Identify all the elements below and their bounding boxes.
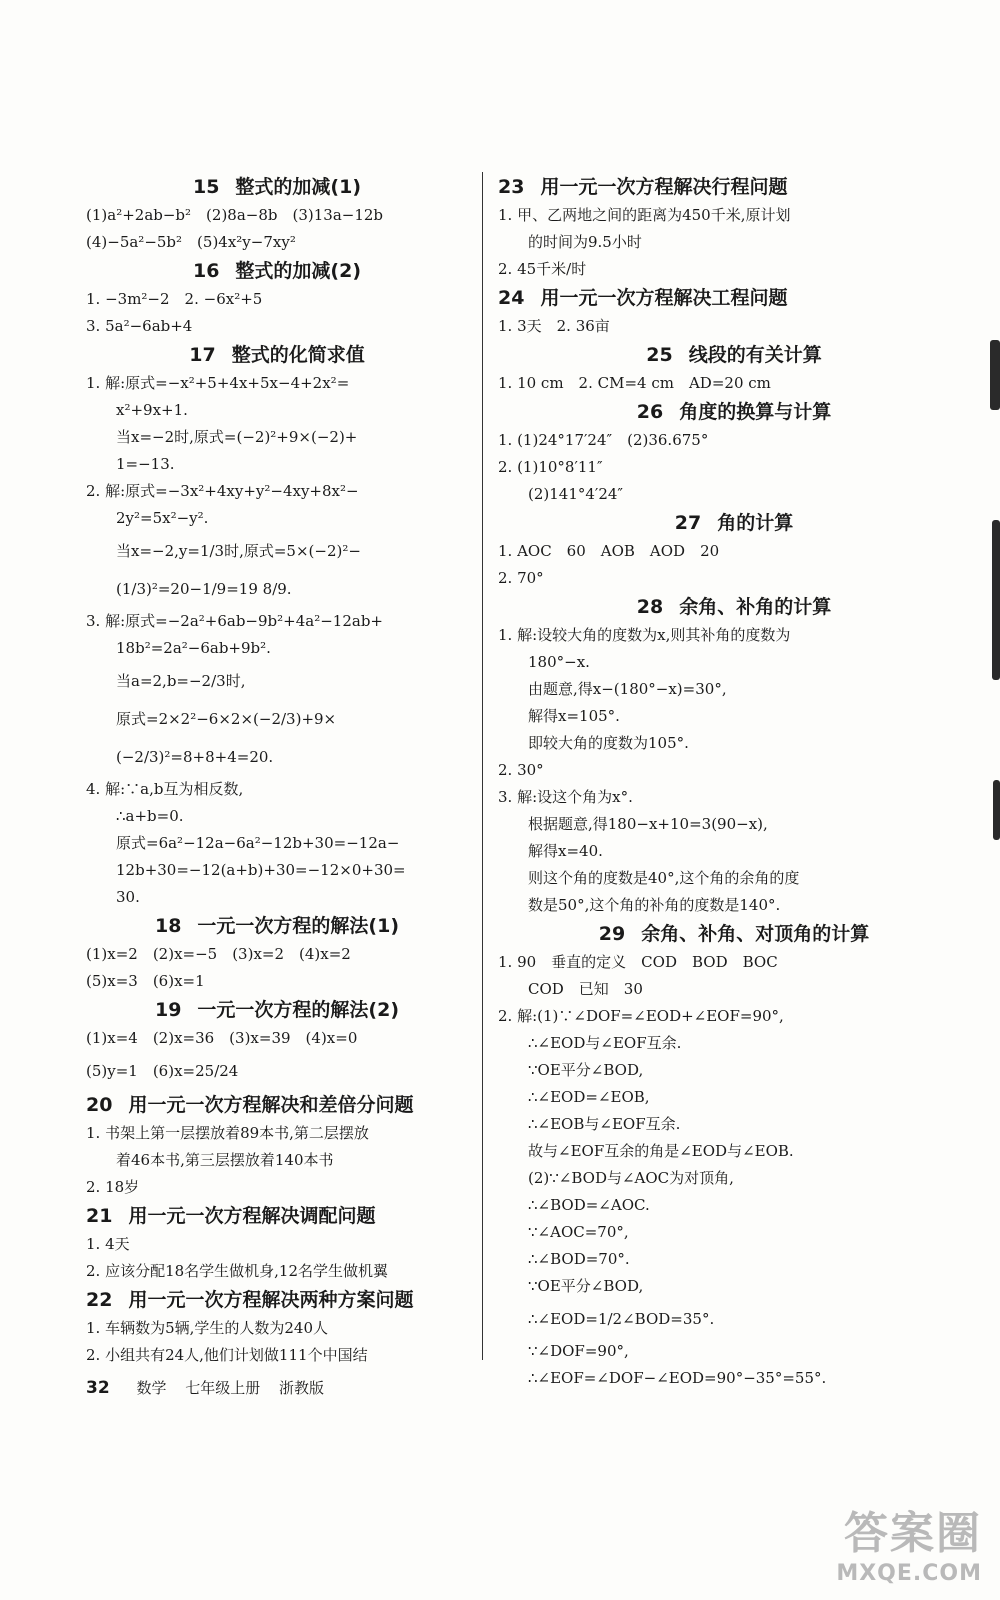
answer-line: 1. 4天 (86, 1235, 130, 1253)
answer-line: (1/3)²=20−1/9=19 8/9. (116, 580, 292, 598)
answer-line: 1. 车辆数为5辆,学生的人数为240人 (86, 1319, 329, 1337)
section-number: 28 (636, 596, 664, 618)
answer-line: 原式=2×2²−6×2×(−2/3)+9× (116, 710, 337, 728)
section-title (86, 256, 468, 286)
section-number: 26 (636, 401, 664, 423)
answer-section (498, 172, 970, 283)
section-number: 20 (86, 1094, 113, 1116)
watermark-line1: 答案圈 (844, 1508, 982, 1559)
answer-line: ∵∠DOF=90°, (528, 1342, 629, 1360)
answer-section (86, 1285, 468, 1369)
answer-section (498, 340, 970, 397)
answer-line: x²+9x+1. (116, 401, 188, 419)
answer-section (498, 592, 970, 919)
answer-line: ∴∠EOB与∠EOF互余. (528, 1115, 681, 1133)
section-number: 21 (86, 1205, 113, 1227)
answer-line: 3. 5a²−6ab+4 (86, 317, 193, 335)
answer-section (86, 172, 468, 256)
section-title-text: 线段的有关计算 (688, 344, 822, 366)
section-number: 23 (498, 176, 525, 198)
answer-line: 解得x=105°. (528, 707, 620, 725)
section-title-text: 角的计算 (717, 512, 794, 534)
answer-line: 2y²=5x²−y². (116, 509, 209, 527)
answer-line: 的时间为9.5小时 (528, 233, 642, 251)
answer-line: 1. 解:设较大角的度数为x,则其补角的度数为 (498, 626, 791, 644)
answer-line: ∴∠EOF=∠DOF−∠EOD=90°−35°=55°. (528, 1369, 827, 1387)
answer-section (86, 256, 468, 340)
section-title (498, 592, 970, 622)
section-title-text: 角度的换算与计算 (679, 401, 832, 423)
section-number: 16 (192, 260, 220, 282)
answer-line: ∴a+b=0. (116, 807, 184, 825)
footer-grade: 七年级上册 (185, 1379, 261, 1397)
answer-line: 着46本书,第三层摆放着140本书 (116, 1151, 334, 1169)
answer-line: (1)x=2 (2)x=−5 (3)x=2 (4)x=2 (86, 945, 351, 963)
scan-edge-mark (993, 780, 1000, 840)
section-title (498, 508, 970, 538)
answer-line: 2. 小组共有24人,他们计划做111个中国结 (86, 1346, 368, 1364)
section-title-text: 一元一次方程的解法(2) (197, 999, 400, 1021)
answer-line: 1. 3天 2. 36亩 (498, 317, 610, 335)
section-number: 17 (189, 344, 216, 366)
answer-line: 则这个角的度数是40°,这个角的余角的度 (528, 869, 800, 887)
scan-edge-mark (992, 520, 1000, 680)
answer-line: ∴∠BOD=70°. (528, 1250, 630, 1268)
answer-line: 180°−x. (528, 653, 590, 671)
answer-line: ∵∠AOC=70°, (528, 1223, 629, 1241)
answer-line: (2)141°4′24″ (528, 485, 624, 503)
section-title (498, 283, 970, 313)
answer-line: (1)a²+2ab−b² (2)8a−8b (3)13a−12b (86, 206, 384, 224)
page-number: 32 (86, 1378, 110, 1398)
answer-line: 4. 解:∵a,b互为相反数, (86, 780, 244, 798)
answer-line: ∴∠EOD=∠EOB, (528, 1088, 650, 1106)
section-title-text: 用一元一次方程解决调配问题 (128, 1205, 376, 1227)
answer-line: 18b²=2a²−6ab+9b². (116, 639, 271, 657)
right-column (498, 172, 970, 1392)
section-title-text: 用一元一次方程解决工程问题 (540, 287, 788, 309)
answer-line: 当a=2,b=−2/3时, (116, 672, 246, 690)
section-title (498, 172, 970, 202)
answer-line: ∴∠BOD=∠AOC. (528, 1196, 650, 1214)
watermark-line2: MXQE.COM (836, 1561, 982, 1586)
section-title-text: 整式的加减(2) (235, 260, 362, 282)
section-title (86, 1201, 468, 1231)
section-title (86, 1090, 468, 1120)
answer-line: (5)x=3 (6)x=1 (86, 972, 205, 990)
answer-line: ∴∠EOD=1/2∠BOD=35°. (528, 1310, 715, 1328)
left-column (86, 172, 468, 1369)
section-title-text: 用一元一次方程解决和差倍分问题 (128, 1094, 414, 1116)
answer-line: 2. 解:(1)∵∠DOF=∠EOD+∠EOF=90°, (498, 1007, 784, 1025)
section-number: 19 (154, 999, 182, 1021)
answer-section (498, 283, 970, 340)
answer-section (86, 340, 468, 911)
answer-line: 2. 30° (498, 761, 544, 779)
answer-section (86, 1090, 468, 1201)
answer-line: 原式=6a²−12a−6a²−12b+30=−12a− (116, 834, 400, 852)
answer-line: 2. 45千米/时 (498, 260, 587, 278)
section-title (86, 1285, 468, 1315)
section-number: 18 (154, 915, 182, 937)
answer-section (86, 1201, 468, 1285)
answer-line: 根据题意,得180−x+10=3(90−x), (528, 815, 768, 833)
answer-line: 由题意,得x−(180°−x)=30°, (528, 680, 727, 698)
answer-section (86, 911, 468, 995)
answer-section (86, 995, 468, 1090)
watermark-logo (836, 1497, 982, 1586)
answer-line: (5)y=1 (6)x=25/24 (86, 1062, 239, 1080)
answer-line: 数是50°,这个角的补角的度数是140°. (528, 896, 781, 914)
answer-line: 当x=−2时,原式=(−2)²+9×(−2)+ (116, 428, 358, 446)
section-title (498, 919, 970, 949)
footer-edition: 浙教版 (279, 1379, 325, 1397)
section-number: 29 (598, 923, 626, 945)
answer-line: 1. 甲、乙两地之间的距离为450千米,原计划 (498, 206, 791, 224)
answer-line: 即较大角的度数为105°. (528, 734, 689, 752)
answer-line: 解得x=40. (528, 842, 603, 860)
answer-line: (4)−5a²−5b² (5)4x²y−7xy² (86, 233, 296, 251)
answer-line: 3. 解:设这个角为x°. (498, 788, 633, 806)
answer-line: 12b+30=−12(a+b)+30=−12×0+30= (116, 861, 406, 879)
answer-line: 30. (116, 888, 140, 906)
section-number: 25 (646, 344, 673, 366)
answer-line: 当x=−2,y=1/3时,原式=5×(−2)²− (116, 542, 361, 560)
answer-line: 1. −3m²−2 2. −6x²+5 (86, 290, 263, 308)
answer-line: 2. (1)10°8′11″ (498, 458, 603, 476)
section-title-text: 余角、补角、对顶角的计算 (641, 923, 870, 945)
section-title (86, 911, 468, 941)
section-title-text: 余角、补角的计算 (679, 596, 832, 618)
answer-section (498, 397, 970, 508)
answer-line: (1)x=4 (2)x=36 (3)x=39 (4)x=0 (86, 1029, 358, 1047)
answer-line: (2)∵∠BOD与∠AOC为对顶角, (528, 1169, 734, 1187)
answer-line: 2. 应该分配18名学生做机身,12名学生做机翼 (86, 1262, 389, 1280)
section-title-text: 用一元一次方程解决两种方案问题 (128, 1289, 414, 1311)
section-number: 22 (86, 1289, 113, 1311)
answer-line: 1. 90 垂直的定义 COD BOD BOC (498, 953, 778, 971)
section-number: 15 (192, 176, 220, 198)
column-divider (482, 172, 483, 1360)
answer-line: ∴∠EOD与∠EOF互余. (528, 1034, 682, 1052)
section-title-text: 用一元一次方程解决行程问题 (540, 176, 788, 198)
section-title (86, 340, 468, 370)
answer-line: 故与∠EOF互余的角是∠EOD与∠EOB. (528, 1142, 794, 1160)
answer-line: 1=−13. (116, 455, 175, 473)
section-title-text: 一元一次方程的解法(1) (197, 915, 400, 937)
answer-line: 1. 解:原式=−x²+5+4x+5x−4+2x²= (86, 374, 350, 392)
answer-line: 2. 18岁 (86, 1178, 140, 1196)
answer-line: 3. 解:原式=−2a²+6ab−9b²+4a²−12ab+ (86, 612, 383, 630)
answer-section (498, 919, 970, 1392)
section-title (498, 397, 970, 427)
page-footer (86, 1377, 338, 1398)
section-number: 24 (498, 287, 525, 309)
answer-line: COD 已知 30 (528, 980, 643, 998)
section-title-text: 整式的化简求值 (231, 344, 365, 366)
footer-subject: 数学 (136, 1379, 167, 1397)
answer-line: 2. 70° (498, 569, 544, 587)
answer-line: ∵OE平分∠BOD, (528, 1277, 644, 1295)
scan-edge-mark (990, 340, 1000, 410)
answer-line: 1. 书架上第一层摆放着89本书,第二层摆放 (86, 1124, 369, 1142)
answer-section (498, 508, 970, 592)
answer-line: 1. AOC 60 AOB AOD 20 (498, 542, 720, 560)
section-title (86, 995, 468, 1025)
answer-line: 1. (1)24°17′24″ (2)36.675° (498, 431, 709, 449)
answer-line: ∵OE平分∠BOD, (528, 1061, 644, 1079)
section-number: 27 (674, 512, 702, 534)
section-title-text: 整式的加减(1) (235, 176, 362, 198)
answer-line: 1. 10 cm 2. CM=4 cm AD=20 cm (498, 374, 771, 392)
answer-line: (−2/3)²=8+8+4=20. (116, 748, 274, 766)
answer-line: 2. 解:原式=−3x²+4xy+y²−4xy+8x²− (86, 482, 359, 500)
section-title (498, 340, 970, 370)
section-title (86, 172, 468, 202)
